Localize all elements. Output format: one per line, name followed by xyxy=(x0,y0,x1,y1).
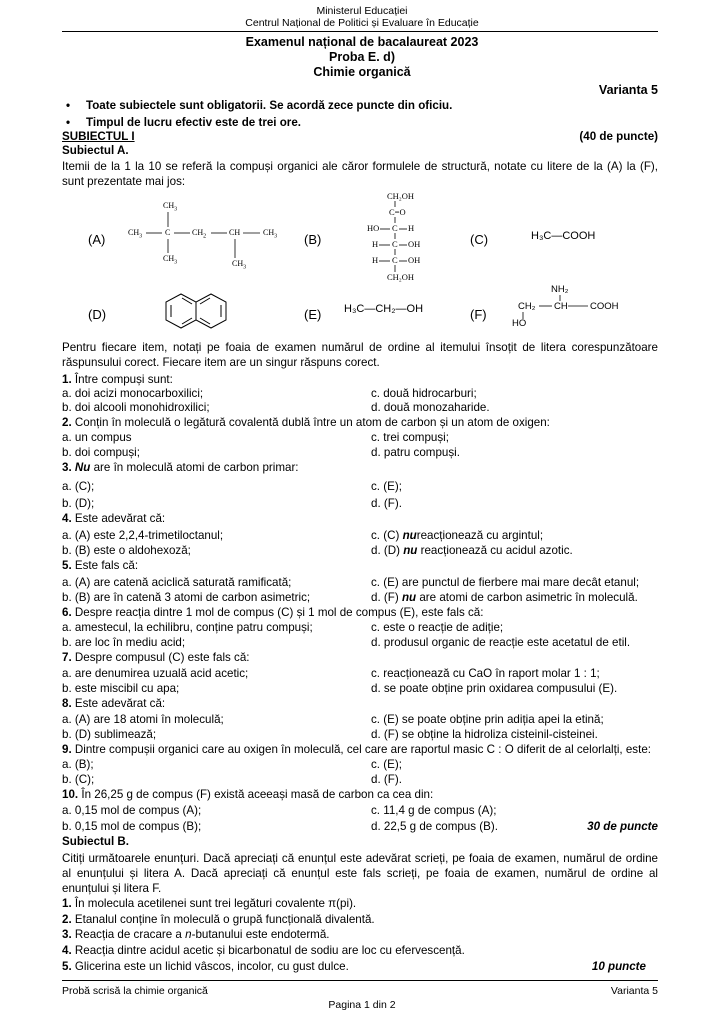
subject-b-item-4: 4. Reacția dintre acidul acetic și bicarbonatul de sodiu are loc cu efervescență. xyxy=(62,944,465,957)
item-4-options-ac: a. (A) este 2,2,4-trimetiloctanul; c. (C) nureacționează cu argintul; xyxy=(62,529,544,542)
item-2-options-bd: b. doi compuși; d. patru compuși. xyxy=(62,446,460,459)
item-5-options-bd: b. (B) are în catenă 3 atomi de carbon asimetric; d. (F) nu are atomi de carbon asimetric în moleculă. xyxy=(62,591,638,604)
rule-2: • Timpul de lucru efectiv este de trei ore. xyxy=(86,116,301,130)
subject-b-item-1: 1. În molecula acetilenei sunt trei legături covalente π(pi). xyxy=(62,897,357,910)
item-4-question: 4. Este adevărat că: xyxy=(62,512,166,525)
item-5-question: 5. Este fals că: xyxy=(62,559,139,572)
compound-b-label: (B) xyxy=(304,232,322,247)
item-4-options-bd: b. (B) este o aldohexoză; d. (D) nu reacționează cu acidul azotic. xyxy=(62,544,573,557)
rule-1: • Toate subiectele sunt obligatorii. Se acordă zece puncte din oficiu. xyxy=(86,99,452,113)
item-6-options-ac: a. amestecul, la echilibru, conține patru compuși; c. este o reacție de adiție; xyxy=(62,621,504,634)
item-10-options-ac: a. 0,15 mol de compus (A); c. 11,4 g de compus (A); xyxy=(62,804,497,817)
item-3-question: 3. Nu are în moleculă atomi de carbon primar: xyxy=(62,461,299,474)
footer-left: Probă scrisă la chimie organică xyxy=(62,985,208,997)
item-3-options-bd: b. (D); d. (F). xyxy=(62,497,402,510)
subject-b-item-5: 5. Glicerina este un lichid vâscos, incolor, cu gust dulce. 10 puncte xyxy=(62,960,646,973)
compound-c-label: (C) xyxy=(470,232,489,247)
item-9-options-bd: b. (C); d. (F). xyxy=(62,773,402,786)
item-7-options-bd: b. este miscibil cu apa; d. se poate obține prin oxidarea compusului (E). xyxy=(62,682,618,695)
subject-a-points: 30 de puncte xyxy=(587,820,658,833)
compound-e-label: (E) xyxy=(304,307,322,322)
subject-i-points: (40 de puncte) xyxy=(579,130,658,143)
exam-title: Examenul național de bacalaureat 2023 xyxy=(245,35,479,49)
page-number: Pagina 1 din 2 xyxy=(328,999,396,1011)
ministry-name: Ministerul Educației xyxy=(316,5,408,17)
exam-subject: Chimie organică xyxy=(313,65,411,79)
compound-d-label: (D) xyxy=(88,307,107,322)
exam-proba: Proba E. d) xyxy=(329,50,395,64)
compound-b-structure: CH₂OH C=O HO C H H C OH H C OH CH₂OH xyxy=(367,191,421,282)
subject-b-intro: Citiți următoarele enunțuri. Dacă apreciați că enunțul este adevărat scrieți, pe foaia de examen, numărul de ordine al enunțului și litera A. Dacă apreciați că enunțul este fals scrieți, pe foaia de examen, numărul de ordine al enunțului și litera F. xyxy=(62,852,658,896)
subject-b-points: 10 puncte xyxy=(591,960,646,973)
footer-divider xyxy=(62,980,658,981)
variant-label: Varianta 5 xyxy=(598,83,658,97)
item-9-question: 9. Dintre compușii organici care au oxigen în moleculă, cel care are raportul masic C : O diferit de al celorlalți, este: xyxy=(62,743,651,756)
center-name: Centrul Național de Politici și Evaluare în Educație xyxy=(245,17,479,29)
item-5-options-ac: a. (A) are catenă aciclică saturată ramificată; c. (E) are punctul de fierbere mai mare decât etanul; xyxy=(62,576,640,589)
compound-e-formula: H₃C—CH₂—OH xyxy=(344,303,424,315)
compound-f-structure: NH₂ CH₂ CH COOH HO xyxy=(512,284,619,329)
item-1-options-ac: a. doi acizi monocarboxilici; c. două hidrocarburi; xyxy=(62,387,477,400)
subject-b-title: Subiectul B. xyxy=(62,835,129,848)
compound-a-structure: $CH_3$ $CH_3$ C $CH_2$ CH $CH_3$ $CH_3$ $CH_3$ xyxy=(128,201,278,271)
compound-c-formula: H₃C—COOH xyxy=(531,230,596,242)
subject-b-item-2: 2. Etanalul conține în moleculă o grupă funcțională divalentă. xyxy=(62,913,375,926)
item-1-options-bd: b. doi alcooli monohidroxilici; d. două monozaharide. xyxy=(62,401,490,414)
item-8-options-bd: b. (D) sublimează; d. (F) se obține la hidroliza cisteinil-cisteinei. xyxy=(62,728,598,741)
item-10-options-bd: b. 0,15 mol de compus (B); d. 22,5 g de compus (B). 30 de puncte xyxy=(62,820,658,833)
item-10-question: 10. În 26,25 g de compus (F) există aceeași masă de carbon ca cea din: xyxy=(62,788,434,801)
compound-f-label: (F) xyxy=(470,307,487,322)
item-2-question: 2. Conțin în moleculă o legătură covalentă dublă între un atom de carbon și un atom de oxigen: xyxy=(62,416,550,429)
item-7-question: 7. Despre compusul (C) este fals că: xyxy=(62,651,250,664)
item-8-question: 8. Este adevărat că: xyxy=(62,697,166,710)
compound-a-label: (A) xyxy=(88,232,106,247)
subject-i-title: SUBIECTUL I xyxy=(62,130,135,143)
subject-b-item-3: 3. Reacția de cracare a n-butanului este endotermă. xyxy=(62,928,330,941)
item-2-options-ac: a. un compus c. trei compuși; xyxy=(62,431,449,444)
instructions: Pentru fiecare item, notați pe foaia de examen numărul de ordine al itemului însoțit de litera corespunzătoare răspunsului corect. Fiecare item are un singur răspuns corect. xyxy=(62,341,658,369)
item-8-options-ac: a. (A) are 18 atomi în moleculă; c. (E) se poate obține prin adiția apei la etină; xyxy=(62,713,604,726)
item-9-options-ac: a. (B); c. (E); xyxy=(62,758,402,771)
subject-a-intro: Itemii de la 1 la 10 se referă la compuși organici ale căror formulele de structură, notate cu litere de la (A) la (F), sunt prezentate mai jos: xyxy=(62,160,658,189)
naphthalene-structure xyxy=(165,288,229,334)
footer-right: Varianta 5 xyxy=(610,985,658,997)
item-1-question: 1. Între compuși sunt: xyxy=(62,373,173,386)
item-6-question: 6. Despre reacția dintre 1 mol de compus (C) și 1 mol de compus (E), este fals că: xyxy=(62,606,484,619)
item-6-options-bd: b. are loc în mediu acid; d. produsul organic de reacție este acetatul de etil. xyxy=(62,636,631,649)
subject-a-title: Subiectul A. xyxy=(62,144,129,157)
item-7-options-ac: a. are denumirea uzuală acid acetic; c. reacționează cu CaO în raport molar 1 : 1; xyxy=(62,667,600,680)
item-3-options-ac: a. (C); c. (E); xyxy=(62,480,402,493)
header-divider xyxy=(62,31,658,32)
